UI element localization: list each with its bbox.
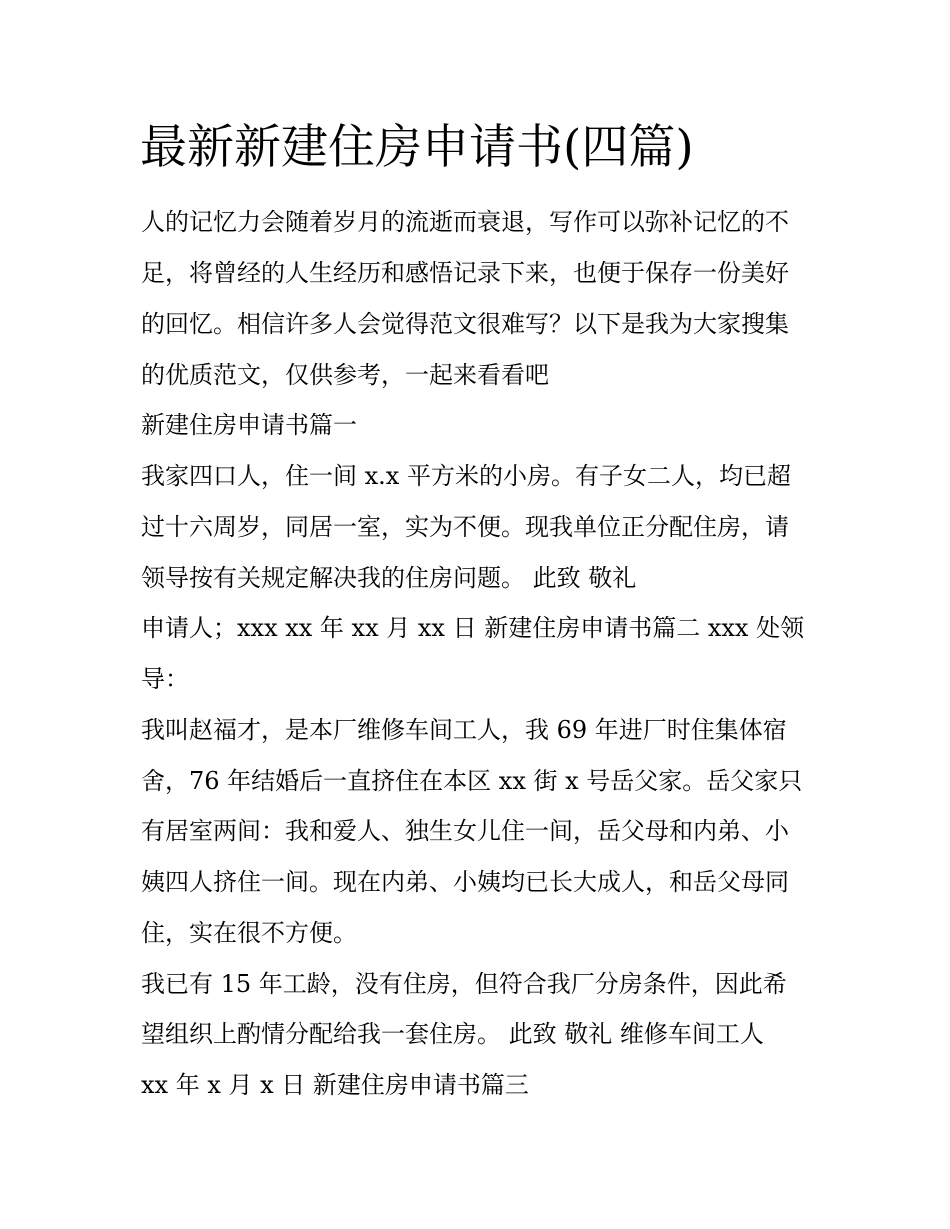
body-line: 我家四口人，住一间 x.x 平方米的小房。有子女二人，均已超 — [141, 462, 791, 490]
body-line: 的回忆。相信许多人会觉得范文很难写？以下是我为大家搜集 — [141, 310, 789, 338]
document-title: 最新新建住房申请书(四篇) — [140, 120, 694, 175]
body-line: 领导按有关规定解决我的住房问题。 此致 敬礼 — [141, 564, 637, 592]
section-heading: 新建住房申请书篇一 — [141, 411, 357, 439]
body-line: xx 年 x 月 x 日 新建住房申请书篇三 — [141, 1071, 529, 1099]
body-line: 申请人；xxx xx 年 xx 月 xx 日 新建住房申请书篇二 xxx 处领 — [141, 614, 805, 642]
body-line: 我已有 15 年工龄，没有住房，但符合我厂分房条件，因此希 — [141, 970, 787, 998]
body-line: 的优质范文，仅供参考，一起来看看吧 — [141, 361, 549, 389]
body-line: 有居室两间：我和爱人、独生女儿住一间，岳父母和内弟、小 — [141, 817, 789, 845]
body-line: 人的记忆力会随着岁月的流逝而衰退，写作可以弥补记忆的不 — [141, 208, 789, 236]
body-line: 住，实在很不方便。 — [141, 919, 357, 947]
body-line: 我叫赵福才，是本厂维修车间工人，我 69 年进厂时住集体宿 — [141, 716, 787, 744]
body-line: 导： — [141, 665, 189, 693]
body-line: 望组织上酌情分配给我一套住房。 此致 敬礼 维修车间工人 — [141, 1020, 764, 1048]
body-line: 姨四人挤住一间。现在内弟、小姨均已长大成人，和岳父母同 — [141, 868, 789, 896]
body-line: 过十六周岁，同居一室，实为不便。现我单位正分配住房，请 — [141, 513, 789, 541]
body-line: 足，将曾经的人生经历和感悟记录下来，也便于保存一份美好 — [141, 259, 789, 287]
body-line: 舍，76 年结婚后一直挤住在本区 xx 街 x 号岳父家。岳父家只 — [141, 767, 803, 795]
